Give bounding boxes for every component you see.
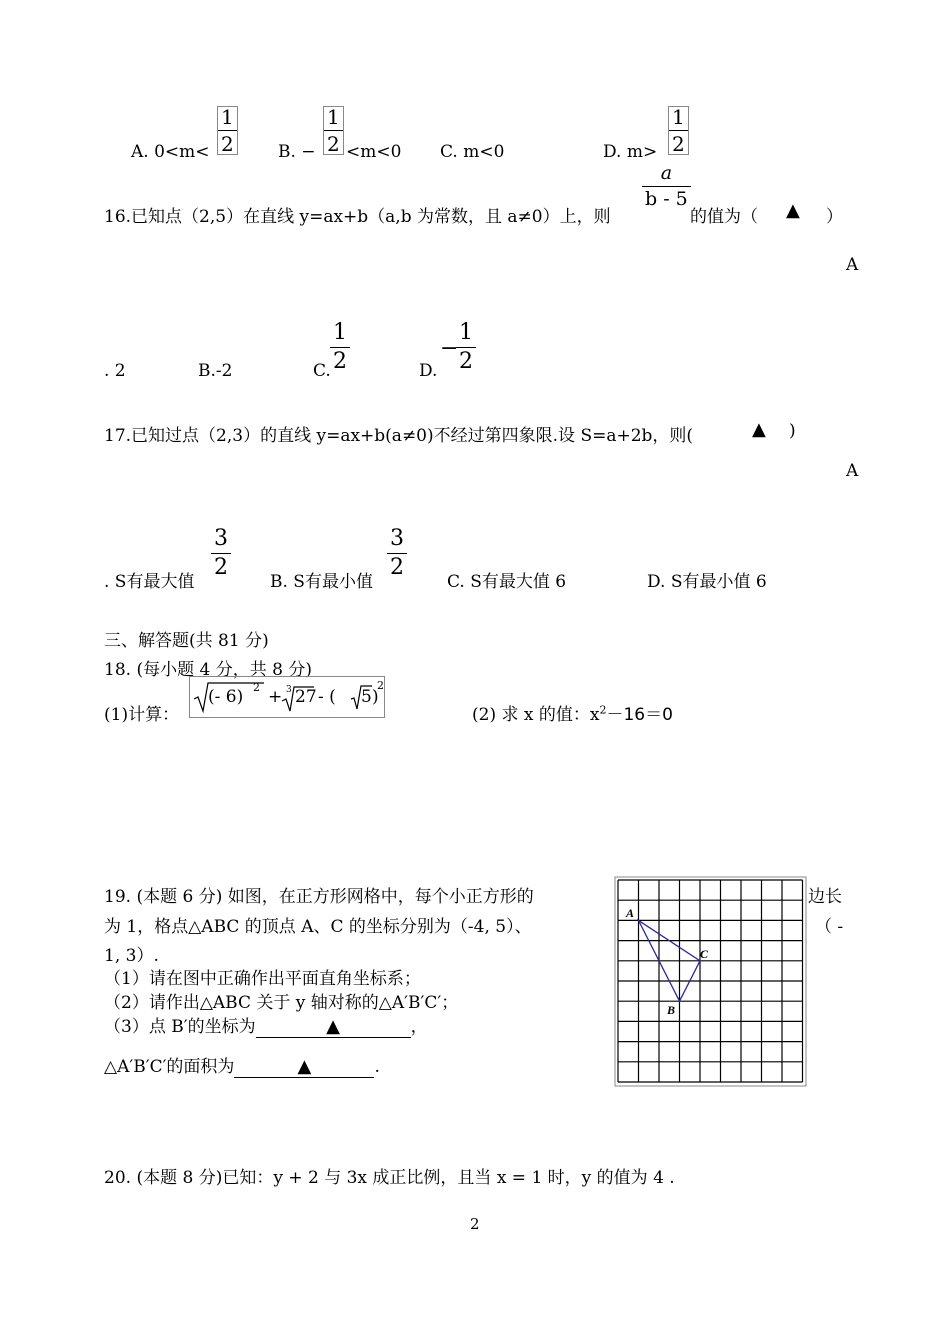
q19-line2: 为 1，格点△ABC 的顶点 A、C 的坐标分别为（-4, 5）、: [104, 917, 532, 937]
question-20: 20. (本题 8 分)已知：y + 2 与 3x 成正比例，且当 x = 1 时，y 的值为 4 .: [104, 1168, 675, 1188]
q18-expr-term1: (- 6): [208, 687, 244, 707]
page-number: 2: [470, 1215, 480, 1233]
q18-part2: (2) 求 x 的值：$x^2-16=0$: [472, 703, 673, 725]
q17-close-paren: ): [789, 421, 796, 441]
q18-expr-sup1: 2: [253, 681, 260, 694]
q18-expr-minus: - (: [318, 687, 336, 707]
q15-option-d-fraction: 1 2: [668, 106, 689, 155]
q17-option-b-fraction: 3 2: [387, 528, 407, 579]
q16-option-d-label: D.: [419, 361, 438, 381]
q16-option-a: . 2: [104, 361, 126, 381]
grid-lines: [618, 880, 803, 1082]
q15-option-b-suffix: <m<0: [346, 142, 402, 162]
q17-option-a-letter: A: [846, 461, 859, 481]
q18-expr-term2: 27: [295, 687, 317, 707]
q16-option-d-fraction: 1 2: [456, 322, 476, 373]
q19-item3: （3）点 B′的坐标为 ▲ ，: [104, 1016, 428, 1037]
q15-option-d: D. m>: [603, 142, 658, 162]
q17-stem: 17.已知过点（2,3）的直线 y=ax+b(a≠0)不经过第四象限.设 S=a+2b，则(: [104, 426, 694, 446]
q19-item4: △A′B′C′的面积为 ▲ .: [104, 1056, 380, 1077]
q16-fraction: a b - 5: [642, 164, 691, 209]
q16-option-c-fraction: 1 2: [330, 322, 350, 373]
q15-option-b-fraction: 1 2: [323, 106, 344, 155]
q19-grid-figure: [614, 876, 808, 1088]
q18-expr-sup2: 2: [377, 679, 384, 692]
q15-option-a: A. 0<m<: [131, 142, 210, 162]
answer-blank-triangle: ▲: [786, 200, 800, 221]
answer-blank-triangle: ▲: [297, 1056, 312, 1077]
q15-option-a-fraction: 1 2: [217, 106, 238, 155]
q15-option-c: C. m<0: [440, 142, 505, 162]
q16-option-b: B.-2: [198, 361, 233, 381]
q16-stem: 16.已知点（2,5）在直线 y=ax+b（a,b 为常数，且 a≠0）上，则: [104, 207, 611, 227]
q19-line1-tail: 边长: [808, 887, 842, 907]
q17-option-d: D. S有最小值 6: [647, 572, 767, 592]
q19-item2: （2）请作出△ABC 关于 y 轴对称的△A′B′C′；: [104, 993, 459, 1013]
q18-part1-expression: [189, 676, 385, 718]
q16-stem-tail: 的值为（: [690, 207, 758, 227]
q18-expr-close: ): [372, 687, 379, 707]
answer-blank-triangle: ▲: [326, 1016, 340, 1037]
q16-option-c-label: C.: [313, 361, 331, 381]
q18-expr-root-index: 3: [286, 685, 292, 695]
q17-option-a-fraction: 3 2: [211, 528, 231, 579]
q18-part1-label: (1)计算：: [104, 705, 180, 725]
q19-line2-tail: （ -: [815, 917, 844, 937]
q16-option-a-letter: A: [846, 255, 859, 275]
vertex-label-b: B: [667, 1003, 676, 1017]
vertex-label-a: A: [626, 906, 635, 920]
q19-line3: 1, 3）.: [104, 946, 159, 966]
q17-option-c: C. S有最大值 6: [447, 572, 567, 592]
q18-expr-plus: +: [268, 687, 283, 707]
q16-option-d-minus: −: [440, 336, 459, 361]
q18-header: 18. (每小题 4 分，共 8 分): [104, 660, 312, 680]
q15-option-b: B. −: [278, 142, 316, 162]
q16-close-paren: ）: [826, 207, 843, 227]
section-title: 三、解答题(共 81 分): [104, 631, 269, 651]
answer-blank-triangle: ▲: [752, 419, 766, 440]
q17-option-a: . S有最大值: [104, 572, 195, 592]
vertex-label-c: C: [700, 947, 709, 961]
q19-item1: （1）请在图中正确作出平面直角坐标系；: [104, 969, 421, 989]
q18-expr-term3: 5: [361, 687, 372, 707]
q17-option-b: B. S有最小值: [270, 572, 373, 592]
q19-line1: 19. (本题 6 分) 如图，在正方形网格中，每个小正方形的: [104, 887, 534, 907]
